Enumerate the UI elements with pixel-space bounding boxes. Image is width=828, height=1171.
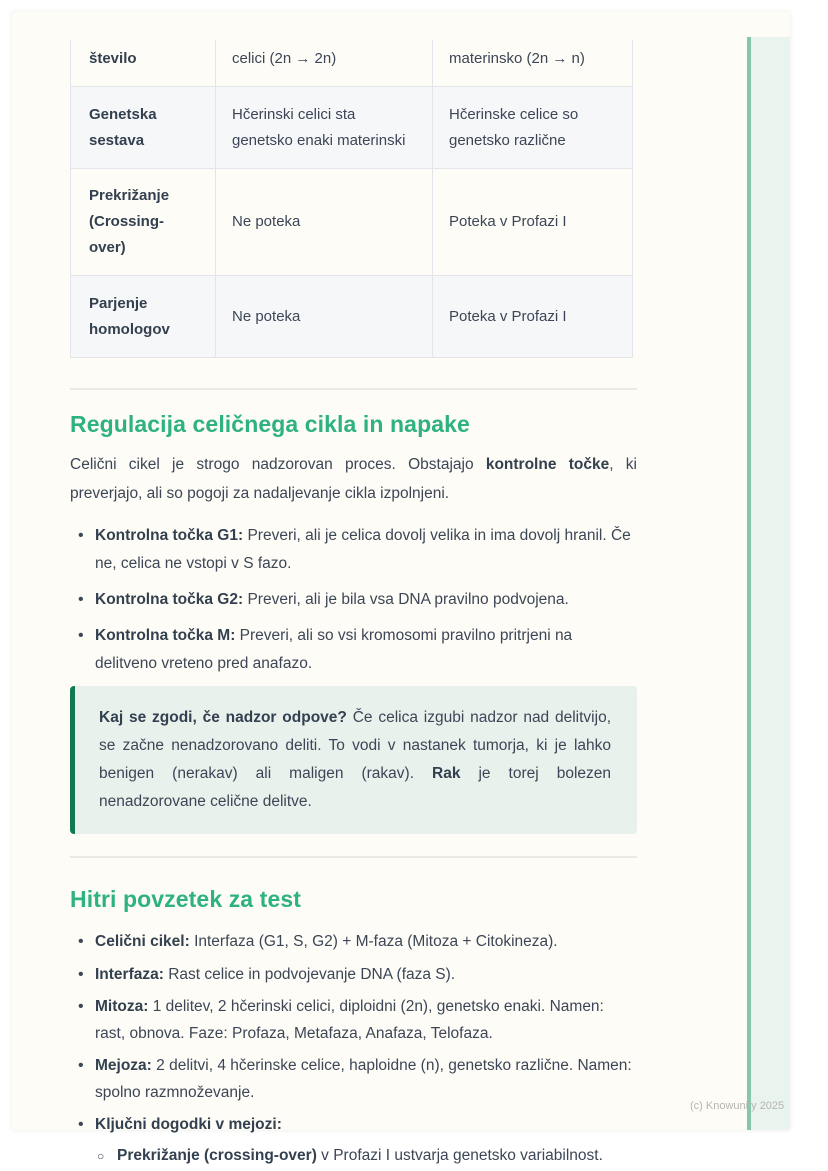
paragraph-bold: kontrolne točke bbox=[485, 456, 610, 473]
mejoza-cell: Poteka v Profazi I bbox=[433, 169, 633, 276]
mejoza-cell: Poteka v Profazi I bbox=[433, 276, 633, 358]
list-item-label: Kontrolna točka G1: bbox=[95, 527, 244, 544]
list-item-text: Preveri, ali je celica dovolj velika in ima dovolj hranil. Če ne, celica ne vstopi v S fazo. bbox=[95, 527, 631, 572]
row-label-cell: Genetska sestava bbox=[71, 87, 216, 169]
row-label-cell: število bbox=[71, 40, 216, 87]
copyright-watermark: (c) Knowunity 2025 bbox=[690, 1100, 785, 1112]
list-item bbox=[70, 929, 637, 956]
list-item-text: Preveri, ali so vsi kromosomi pravilno pritrjeni na delitveno vreteno pred anafazo. bbox=[95, 627, 573, 672]
mitosis-meiosis-comparison-table bbox=[70, 40, 633, 358]
mitoza-cell: Ne poteka bbox=[216, 276, 433, 358]
mejoza-cell: materinsko (2n → n) bbox=[433, 40, 633, 87]
summary-list bbox=[70, 929, 637, 1169]
list-item-text: 2 delitvi, 4 hčerinske celice, haploidne (n), genetsko različne. Namen: spolno razmnoževanje. bbox=[95, 1057, 632, 1101]
list-item-text: Rast celice in podvojevanje DNA (faza S). bbox=[163, 965, 456, 983]
list-item-label: Kontrolna točka G2: bbox=[95, 591, 244, 608]
list-item-label: Mitoza: bbox=[95, 998, 149, 1015]
page-content bbox=[12, 12, 637, 1169]
callout-box bbox=[70, 686, 637, 834]
callout-text: Če celica izgubi nadzor nad delitvijo, se začne nenadzorovano deliti. To vodi v nastanek tumorja, ki je lahko benigen (nerakav) ali maligen (rakav). bbox=[99, 709, 611, 782]
list-item bbox=[70, 1112, 637, 1169]
mitoza-cell: Ne poteka bbox=[216, 169, 433, 276]
sub-list-item-label: Prekrižanje (crossing-over) bbox=[117, 1146, 317, 1164]
document-page bbox=[12, 12, 790, 1164]
list-item bbox=[70, 522, 637, 578]
sub-list-item-text: v Profazi I ustvarja genetsko variabilnost. bbox=[316, 1146, 603, 1164]
list-item bbox=[70, 994, 637, 1047]
paragraph-text: , ki preverjajo, ali so pogoji za nadaljevanje cikla izpolnjeni. bbox=[70, 456, 637, 502]
list-item bbox=[70, 622, 637, 678]
sub-list bbox=[95, 1143, 637, 1170]
table-row bbox=[71, 276, 633, 358]
list-item-label: Interfaza: bbox=[95, 965, 164, 983]
callout-text: je torej bolezen nenadzorovane celične delitve. bbox=[99, 765, 611, 810]
callout-lead-bold: Kaj se zgodi, če nadzor odpove? bbox=[99, 709, 347, 726]
section-title-regulation: Regulacija celičnega cikla in napake bbox=[70, 411, 470, 437]
list-item bbox=[70, 1053, 637, 1106]
list-item-label: Ključni dogodki v mejozi: bbox=[95, 1116, 282, 1133]
intro-paragraph bbox=[70, 450, 637, 508]
row-label-cell: Parjenje homologov bbox=[71, 276, 216, 358]
list-item-label: Kontrolna točka M: bbox=[95, 627, 236, 644]
checkpoint-list bbox=[70, 522, 637, 678]
paragraph-text: Celični cikel je strogo nadzorovan proces. Obstajajo bbox=[70, 456, 486, 473]
page-edge-ribbon bbox=[747, 37, 790, 1130]
mitoza-cell: celici (2n → 2n) bbox=[216, 40, 433, 87]
table-row bbox=[71, 87, 633, 169]
section-divider bbox=[70, 388, 637, 390]
list-item-text: Preveri, ali je bila vsa DNA pravilno podvojena. bbox=[243, 591, 569, 608]
list-item-text: 1 delitev, 2 hčerinski celici, diploidni (2n), genetsko enaki. Namen: rast, obnova. Faze: Profaza, Metafaza, Anafaza, Telofaza. bbox=[95, 998, 604, 1042]
row-label-cell: Prekrižanje (Crossing-over) bbox=[71, 169, 216, 276]
section-divider bbox=[70, 856, 637, 858]
list-item-label: Celični cikel: bbox=[95, 933, 190, 950]
callout-inline-bold: Rak bbox=[432, 765, 461, 782]
table-row bbox=[71, 169, 633, 276]
list-item bbox=[70, 962, 637, 989]
list-item-label: Mejoza: bbox=[95, 1057, 152, 1074]
mejoza-cell: Hčerinske celice so genetsko različne bbox=[433, 87, 633, 169]
list-item bbox=[70, 586, 637, 614]
table-row bbox=[71, 40, 633, 87]
sub-list-item bbox=[95, 1143, 637, 1170]
list-item-text: Interfaza (G1, S, G2) + M-faza (Mitoza + Citokineza). bbox=[189, 933, 558, 950]
mitoza-cell: Hčerinski celici sta genetsko enaki materinski bbox=[216, 87, 433, 169]
section-title-summary: Hitri povzetek za test bbox=[70, 886, 301, 912]
